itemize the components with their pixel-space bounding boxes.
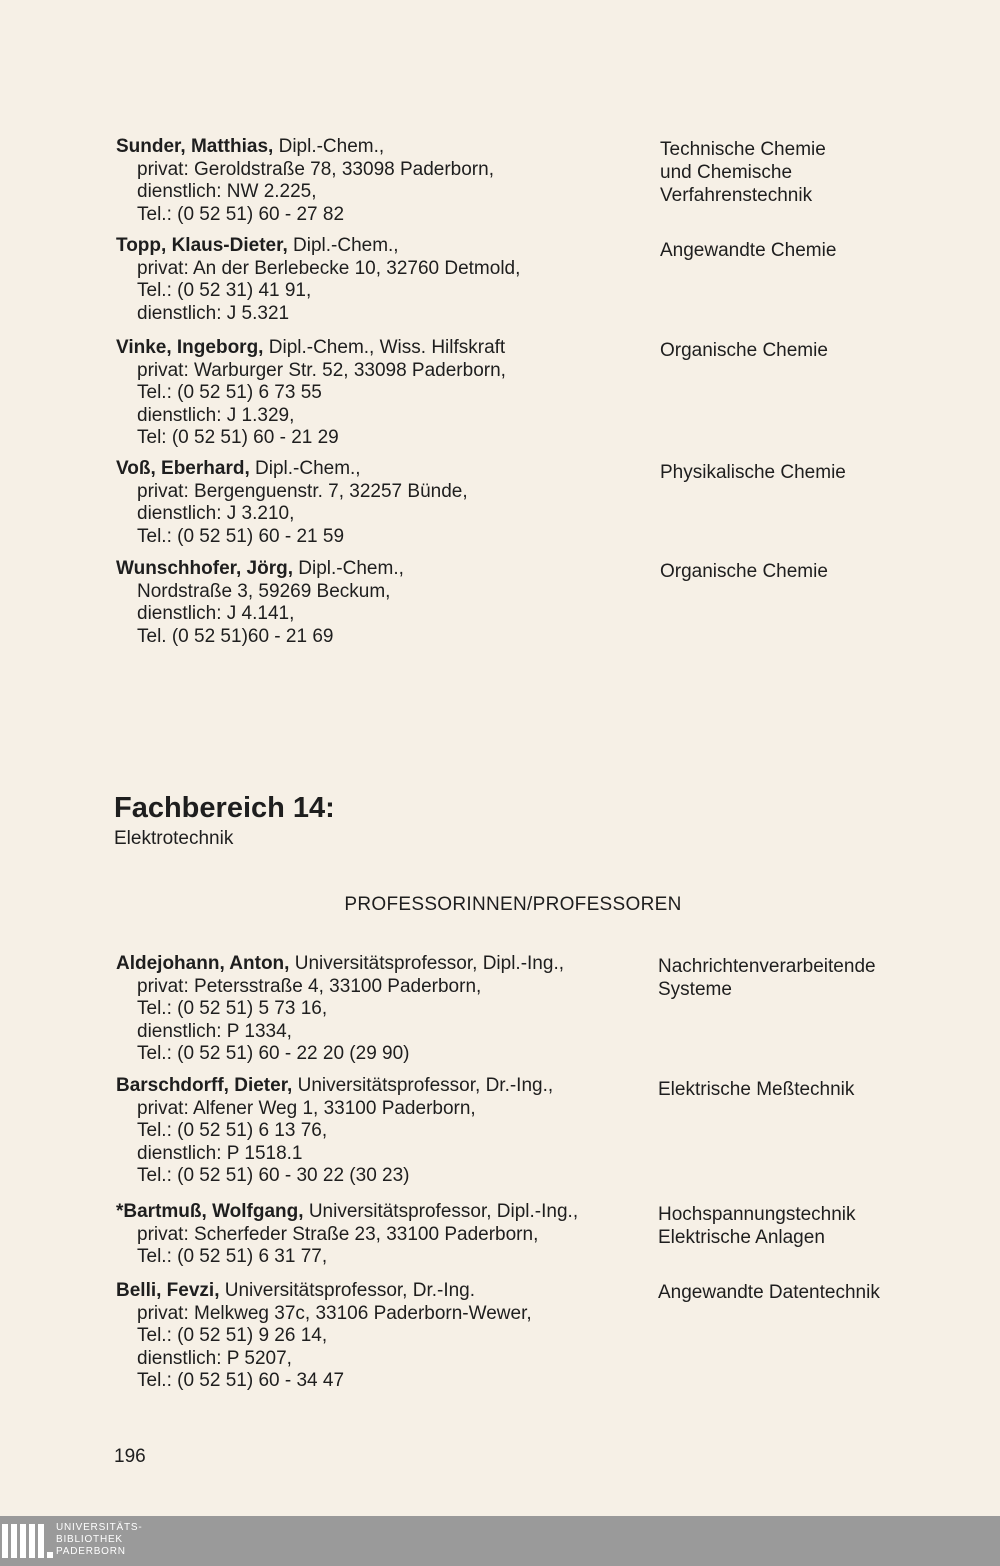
entry-line: privat: Bergenguenstr. 7, 32257 Bünde, (137, 480, 468, 502)
person-name: Aldejohann, Anton, (116, 953, 290, 974)
person-title: Dipl.-Chem., (249, 458, 361, 479)
person-name: Sunder, Matthias, (116, 136, 274, 157)
entry-line: Tel.: (0 52 31) 41 91, (137, 280, 312, 301)
entry-line: dienstlich: J 3.210, (137, 503, 295, 524)
faculty-heading: Fachbereich 14: (114, 792, 335, 824)
entry-line: Tel.: (0 52 51) 6 73 55 (137, 382, 322, 403)
person-title: Dipl.-Chem., Wiss. Hilfskraft (263, 337, 506, 358)
department-label: Technische Chemie und Chemische Verfahrenstechnik (660, 139, 826, 206)
entry-line: Tel. (0 52 51)60 - 21 69 (137, 625, 334, 647)
entry-line: dienstlich: J 5.321 (137, 302, 290, 324)
directory-entry (116, 136, 636, 226)
person-name: Topp, Klaus-Dieter, (116, 235, 288, 256)
section-title: PROFESSORINNEN/PROFESSOREN (344, 894, 682, 915)
entry-line: privat: An der Berlebecke 10, 32760 Detmold, (137, 257, 521, 279)
entry-line: Tel.: (0 52 51) 60 - 21 59 (137, 525, 345, 547)
entry-line: privat: Geroldstraße 78, 33098 Paderborn, (137, 158, 494, 180)
entry-line: privat: Scherfeder Straße 23, 33100 Paderborn, (137, 1223, 539, 1245)
entry-line: Tel: (0 52 51) 60 - 21 29 (137, 427, 339, 448)
library-footer (0, 1516, 1000, 1566)
entry-line: privat: Alfener Weg 1, 33100 Paderborn, (137, 1097, 476, 1119)
entry-line: privat: Melkweg 37c, 33106 Paderborn-Wewer, (137, 1302, 532, 1324)
entry-line: dienstlich: NW 2.225, (137, 181, 317, 202)
entry-line: Nordstraße 3, 59269 Beckum, (137, 580, 391, 602)
person-title: Dipl.-Chem., (273, 136, 385, 157)
person-title: Universitätsprofessor, Dipl.-Ing., (289, 953, 564, 974)
person-title: Dipl.-Chem., (293, 558, 404, 579)
person-name: Vinke, Ingeborg, (116, 337, 264, 358)
department-label: Elektrische Meßtechnik (658, 1079, 855, 1100)
entry-line: Tel.: (0 52 51) 60 - 34 47 (137, 1370, 345, 1391)
person-name: Voß, Eberhard, (116, 458, 250, 479)
page-number: 196 (114, 1446, 146, 1467)
person-title: Universitätsprofessor, Dr.-Ing., (292, 1075, 554, 1096)
department-label: Nachrichtenverarbeitende Systeme (658, 956, 876, 1000)
person-name: Barschdorff, Dieter, (116, 1075, 293, 1096)
entry-line: privat: Warburger Str. 52, 33098 Paderborn, (137, 359, 506, 381)
entry-line: dienstlich: J 1.329, (137, 404, 295, 426)
directory-entry (116, 1280, 646, 1393)
department-label: Hochspannungstechnik Elektrische Anlagen (658, 1204, 856, 1248)
entry-line: Tel.: (0 52 51) 5 73 16, (137, 998, 328, 1019)
person-name: Belli, Fevzi, (116, 1280, 220, 1301)
directory-entry (116, 953, 646, 1066)
directory-entry (116, 235, 636, 325)
directory-entry (116, 1201, 646, 1269)
entry-line: dienstlich: P 1518.1 (137, 1142, 303, 1164)
person-title: Dipl.-Chem., (287, 235, 399, 256)
department-label: Organische Chemie (660, 340, 828, 361)
directory-entry (116, 337, 636, 450)
entry-line: Tel.: (0 52 51) 6 31 77, (137, 1246, 328, 1267)
directory-entry (116, 558, 636, 648)
entry-line: dienstlich: P 5207, (137, 1347, 292, 1369)
entry-line: dienstlich: P 1334, (137, 1020, 292, 1042)
entry-line: Tel.: (0 52 51) 9 26 14, (137, 1325, 328, 1346)
library-logo-icon (2, 1524, 53, 1558)
faculty-subheading: Elektrotechnik (114, 828, 234, 849)
entry-line: Tel.: (0 52 51) 60 - 27 82 (137, 203, 345, 225)
library-name: UNIVERSITÄTS- BIBLIOTHEK PADERBORN (56, 1522, 143, 1557)
entry-line: Tel.: (0 52 51) 60 - 30 22 (30 23) (137, 1165, 410, 1186)
person-name: Wunschhofer, Jörg, (116, 558, 294, 579)
directory-entry (116, 1075, 646, 1188)
department-label: Physikalische Chemie (660, 462, 846, 483)
directory-entry (116, 458, 636, 548)
department-label: Organische Chemie (660, 561, 828, 582)
entry-line: Tel.: (0 52 51) 60 - 22 20 (29 90) (137, 1043, 410, 1064)
department-label: Angewandte Chemie (660, 240, 837, 261)
person-title: Universitätsprofessor, Dr.-Ing. (219, 1280, 476, 1301)
entry-line: dienstlich: J 4.141, (137, 603, 295, 624)
entry-line: Tel.: (0 52 51) 6 13 76, (137, 1120, 328, 1141)
entry-line: privat: Petersstraße 4, 33100 Paderborn, (137, 975, 482, 997)
person-name: *Bartmuß, Wolfgang, (116, 1201, 304, 1222)
department-label: Angewandte Datentechnik (658, 1282, 880, 1303)
person-title: Universitätsprofessor, Dipl.-Ing., (303, 1201, 579, 1222)
